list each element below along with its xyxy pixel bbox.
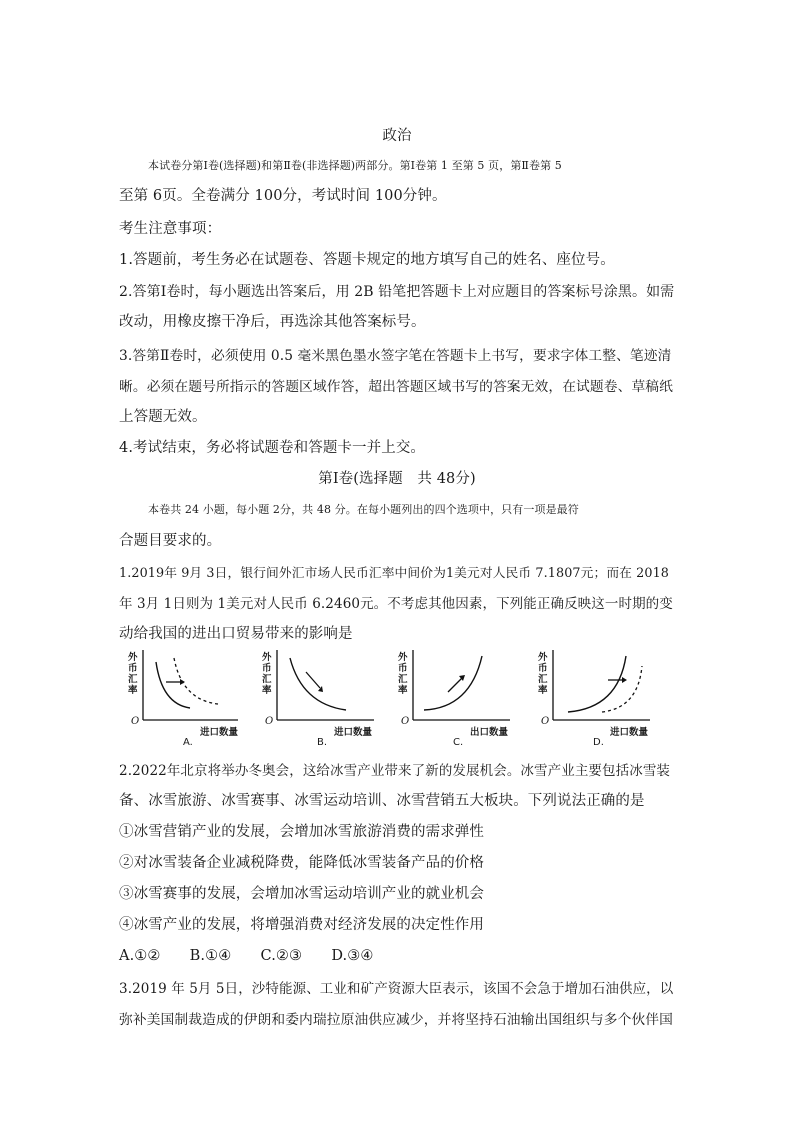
- question-2-options: A.①② B.①④ C.②③ D.③④: [119, 948, 374, 964]
- demand-curve: [290, 658, 346, 710]
- intro-line: 至第 6页。全卷满分 100分，考试时间 100分钟。: [119, 188, 447, 204]
- option-label: B.: [317, 737, 328, 748]
- option-label: D.: [593, 737, 604, 748]
- question-1-line: 动给我国的进出口贸易带来的影响是: [119, 626, 353, 642]
- section-title: 第Ⅰ卷(选择题 共 48分): [318, 471, 476, 487]
- origin-label: O: [131, 716, 140, 727]
- y-axis-label: 外币汇率: [538, 652, 548, 696]
- notice-line: 改动，用橡皮擦干净后，再选涂其他答案标号。: [119, 314, 426, 330]
- graph-a: [128, 648, 253, 748]
- question-2-line: 备、冰雪旅游、冰雪赛事、冰雪运动培训、冰雪营销五大板块。下列说法正确的是: [119, 793, 645, 809]
- section-intro-line: 本卷共 24 小题，每小题 2分，共 48 分。在每小题列出的四个选项中，只有一项是最符: [148, 503, 579, 516]
- origin-label: O: [265, 716, 274, 727]
- graph-b: [262, 648, 387, 748]
- x-axis-label: 进口数量: [610, 727, 649, 738]
- x-axis-label: 进口数量: [200, 727, 239, 738]
- movement-arrow: [448, 678, 462, 692]
- x-axis-label: 出口数量: [470, 727, 509, 738]
- notice-line: 4.考试结束，务必将试题卷和答题卡一并上交。: [119, 440, 426, 456]
- origin-label: O: [541, 716, 550, 727]
- question-3-line: 弥补美国制裁造成的伊朗和委内瑞拉原油供应减少，并将坚持石油输出国组织与多个伙伴国: [119, 1012, 674, 1028]
- demand-curve: [156, 662, 190, 708]
- curve: [568, 656, 626, 712]
- intro-line: 本试卷分第Ⅰ卷(选择题)和第Ⅱ卷(非选择题)两部分。第Ⅰ卷第 1 至第 5 页，第Ⅱ卷第 5: [148, 159, 562, 172]
- y-axis-label: 外币汇率: [128, 652, 138, 696]
- graph-c: [398, 648, 523, 748]
- x-axis-label: 进口数量: [334, 727, 373, 738]
- y-axis-label: 外币汇率: [398, 652, 408, 696]
- notice-line: 上答题无效。: [119, 409, 207, 425]
- graph-d: [538, 648, 663, 748]
- movement-arrow: [306, 672, 320, 688]
- section-intro-line: 合题目要求的。: [119, 533, 222, 549]
- option-label: A.: [183, 737, 193, 748]
- notice-line: 3.答第Ⅱ卷时，必须使用 0.5 毫米黑色墨水签字笔在答题卡上书写，要求字体工整、笔迹清: [119, 348, 672, 364]
- question-1-line: 1.2019年 9月 3日，银行间外汇市场人民币汇率中间价为1美元对人民币 7.1807元；而在 2018: [119, 566, 670, 581]
- question-2-line: 2.2022年北京将举办冬奥会，这给冰雪产业带来了新的发展机会。冰雪产业主要包括冰雪装: [119, 763, 671, 779]
- supply-curve: [424, 656, 482, 710]
- arrow-head: [622, 677, 627, 683]
- notice-line: 晰。必须在题号所指示的答题区域作答，超出答题区域书写的答案无效，在试题卷、草稿纸: [119, 379, 674, 395]
- notice-heading: 考生注意事项：: [119, 221, 222, 237]
- notice-line: 2.答第Ⅰ卷时，每小题选出答案后，用 2B 铅笔把答题卡上对应题目的答案标号涂黑。如需: [119, 284, 675, 300]
- question-2-item: ②对冰雪装备企业减税降费，能降低冰雪装备产品的价格: [119, 855, 484, 871]
- page-title: 政治: [382, 128, 412, 144]
- question-3-line: 3.2019 年 5月 5日，沙特能源、工业和矿产资源大臣表示，该国不会急于增加石油供应，以: [119, 981, 674, 997]
- question-2-item: ①冰雪营销产业的发展，会增加冰雪旅游消费的需求弹性: [119, 824, 484, 840]
- arrow-head: [180, 679, 185, 685]
- question-1-graphs: [128, 648, 668, 748]
- y-axis-label: 外币汇率: [262, 652, 272, 696]
- origin-label: O: [401, 716, 410, 727]
- option-label: C.: [453, 737, 464, 748]
- notice-line: 1.答题前，考生务必在试题卷、答题卡规定的地方填写自己的姓名、座位号。: [119, 252, 615, 268]
- question-2-item: ③冰雪赛事的发展，会增加冰雪运动培训产业的就业机会: [119, 886, 484, 902]
- question-1-line: 年 3月 1日则为 1美元对人民币 6.2460元。不考虑其他因素，下列能正确反映这一时期的变: [119, 596, 673, 612]
- question-2-item: ④冰雪产业的发展，将增强消费对经济发展的决定性作用: [119, 917, 484, 933]
